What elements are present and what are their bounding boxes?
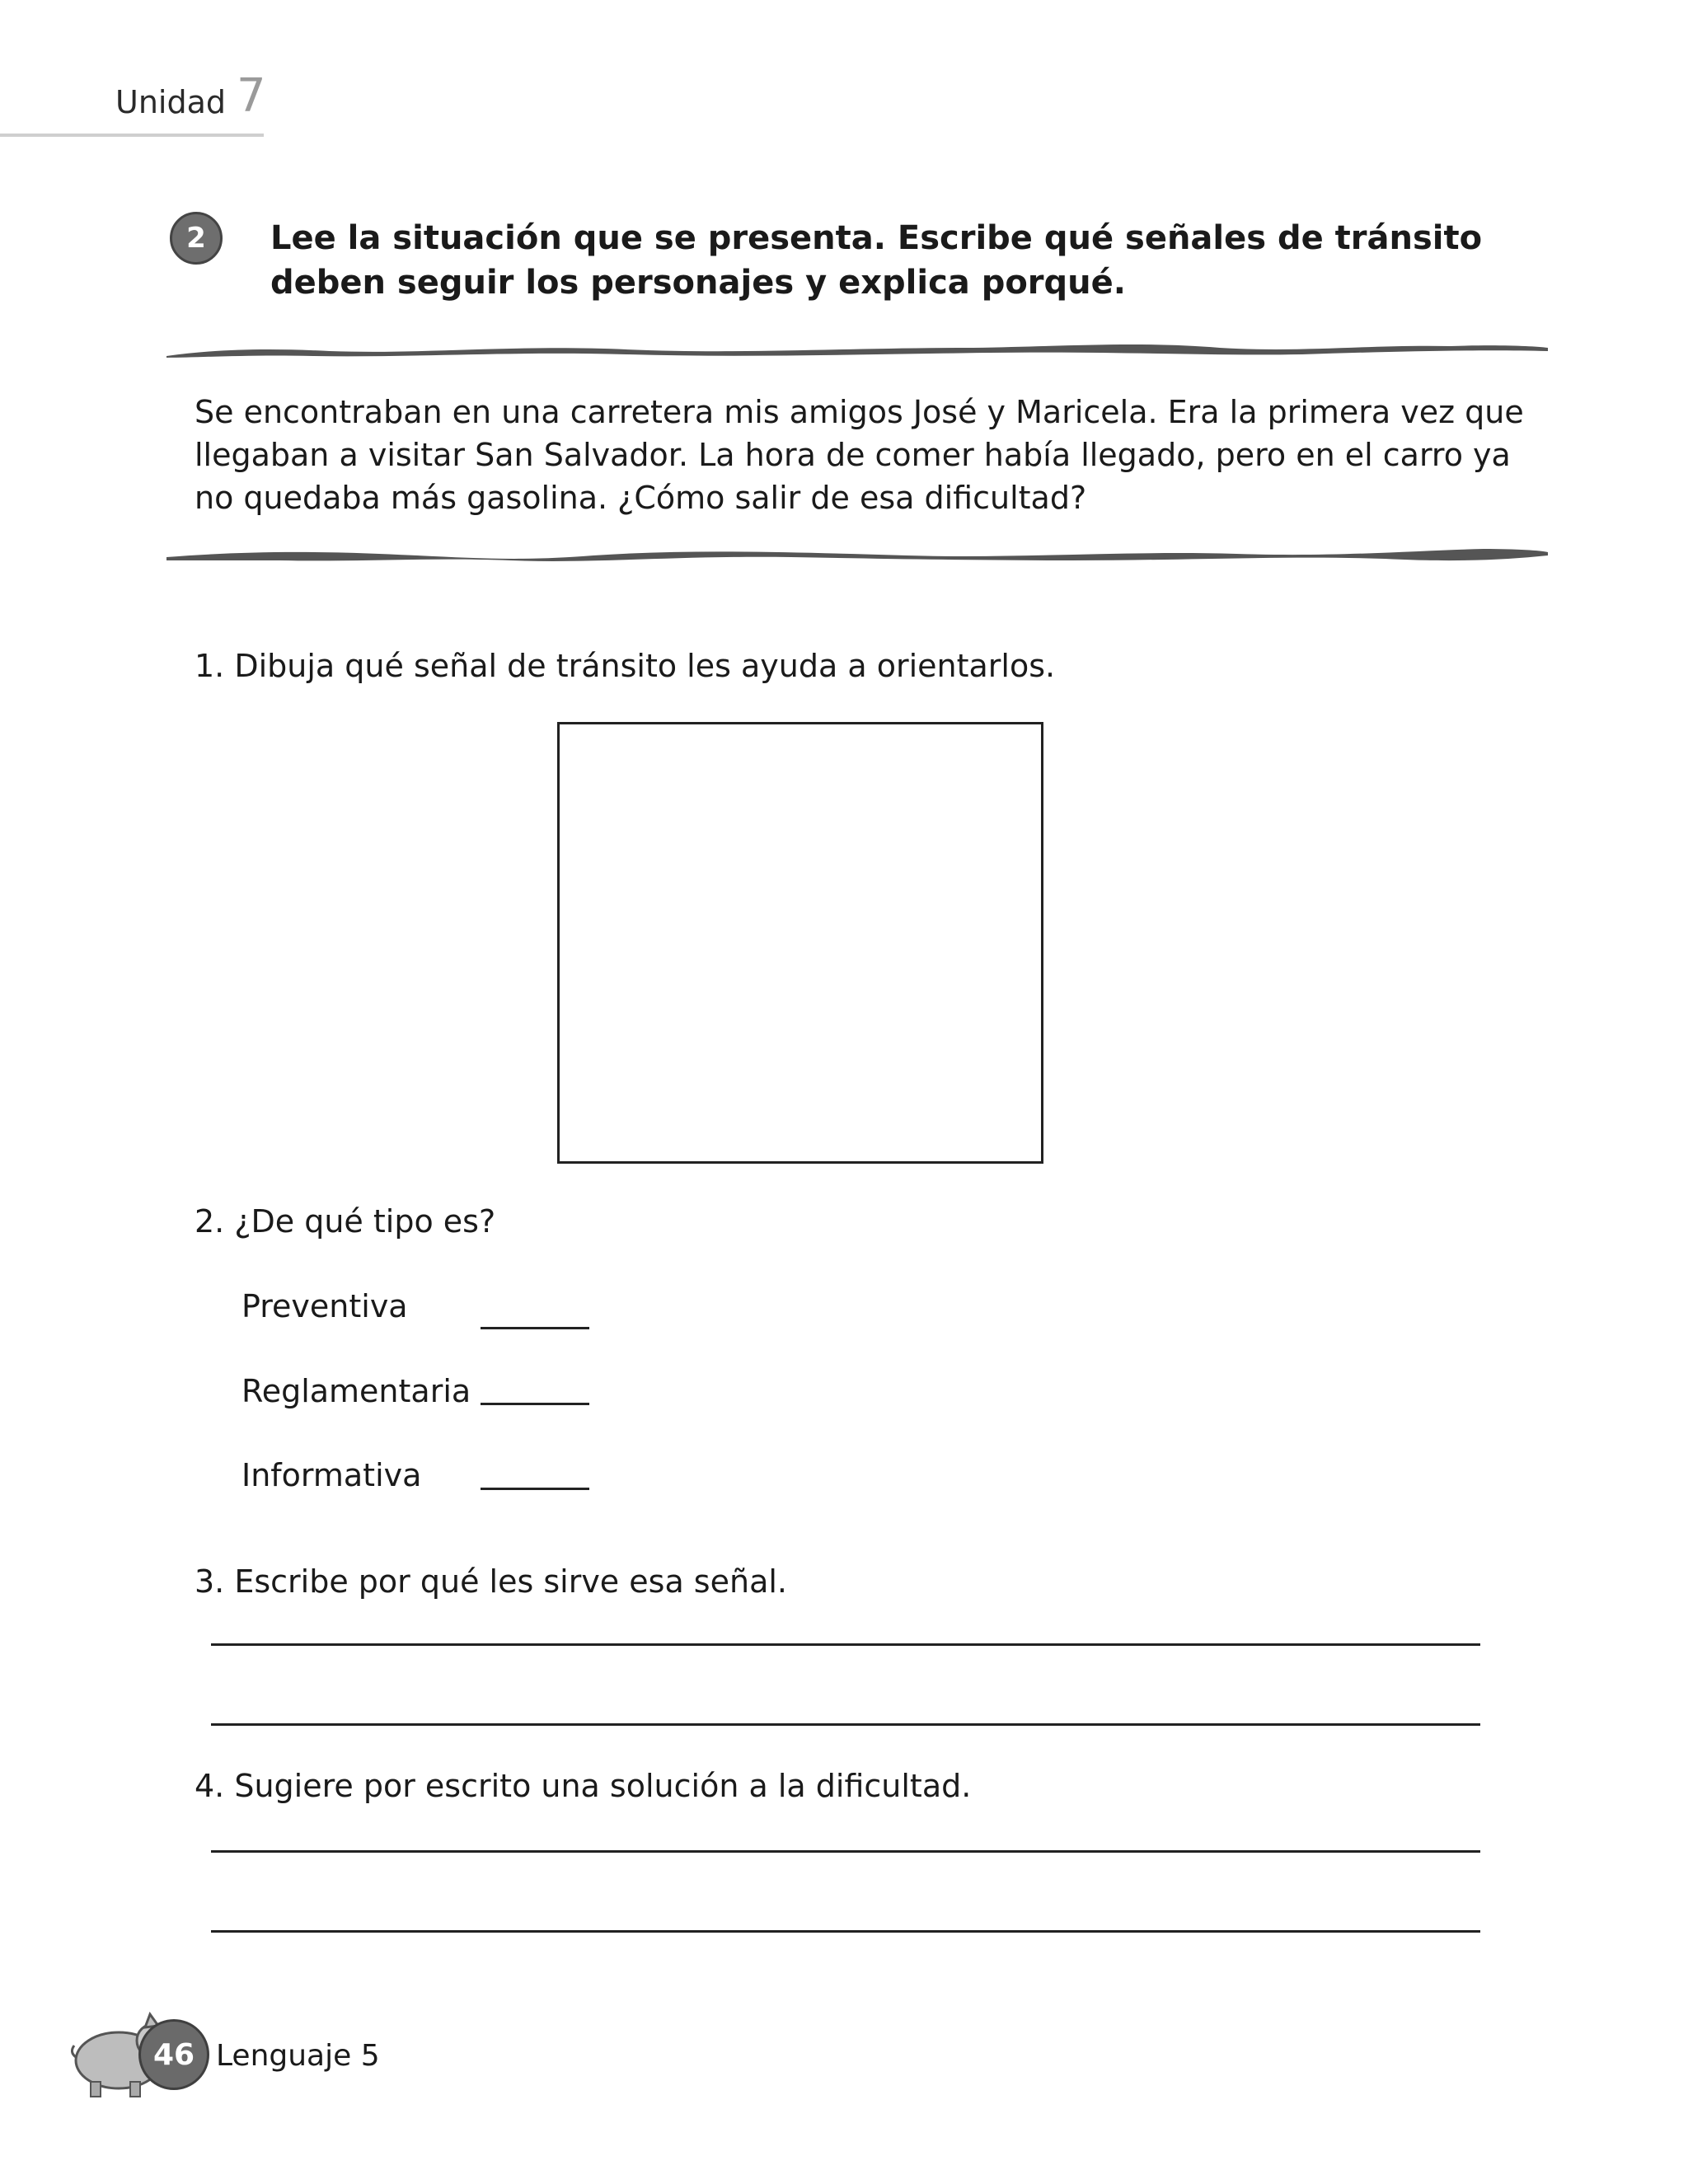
answer-line-q4-2[interactable] <box>211 1930 1480 1933</box>
activity-instructions: Lee la situación que se presenta. Escribe qué señales de tránsito deben seguir los personajes y explica porqué. <box>270 219 1483 302</box>
option-label-preventiva: Preventiva <box>241 1288 408 1324</box>
top-divider <box>165 338 1550 361</box>
situation-text: Se encontraban en una carretera mis amigos José y Maricela. Era la primera vez que llegaban a visitar San Salvador. La hora de comer había llegado, pero en el carro ya no quedaba más gasolina. ¿Cómo salir de esa dificultad? <box>195 394 1524 516</box>
blank-reglamentaria[interactable] <box>481 1403 589 1405</box>
option-label-reglamentaria: Reglamentaria <box>241 1373 471 1409</box>
option-label-informativa: Informativa <box>241 1457 422 1493</box>
question-3: 3. Escribe por qué les sirve esa señal. <box>195 1563 787 1600</box>
unit-number: 7 <box>237 69 266 123</box>
drawing-box[interactable] <box>557 722 1043 1164</box>
answer-line-q3-2[interactable] <box>211 1723 1480 1726</box>
page-number-badge: 46 <box>138 2019 209 2090</box>
blank-preventiva[interactable] <box>481 1327 589 1329</box>
answer-line-q4-1[interactable] <box>211 1850 1480 1853</box>
bottom-divider <box>165 546 1550 569</box>
question-4: 4. Sugiere por escrito una solución a la dificultad. <box>195 1768 972 1804</box>
footer-book-label: Lenguaje 5 <box>216 2039 380 2073</box>
blank-informativa[interactable] <box>481 1488 589 1490</box>
unit-label: Unidad <box>115 84 226 120</box>
unit-header <box>0 58 264 137</box>
activity-number-badge: 2 <box>170 212 223 265</box>
question-1: 1. Dibuja qué señal de tránsito les ayuda a orientarlos. <box>195 648 1056 684</box>
question-2: 2. ¿De qué tipo es? <box>195 1203 496 1240</box>
answer-line-q3-1[interactable] <box>211 1643 1480 1646</box>
